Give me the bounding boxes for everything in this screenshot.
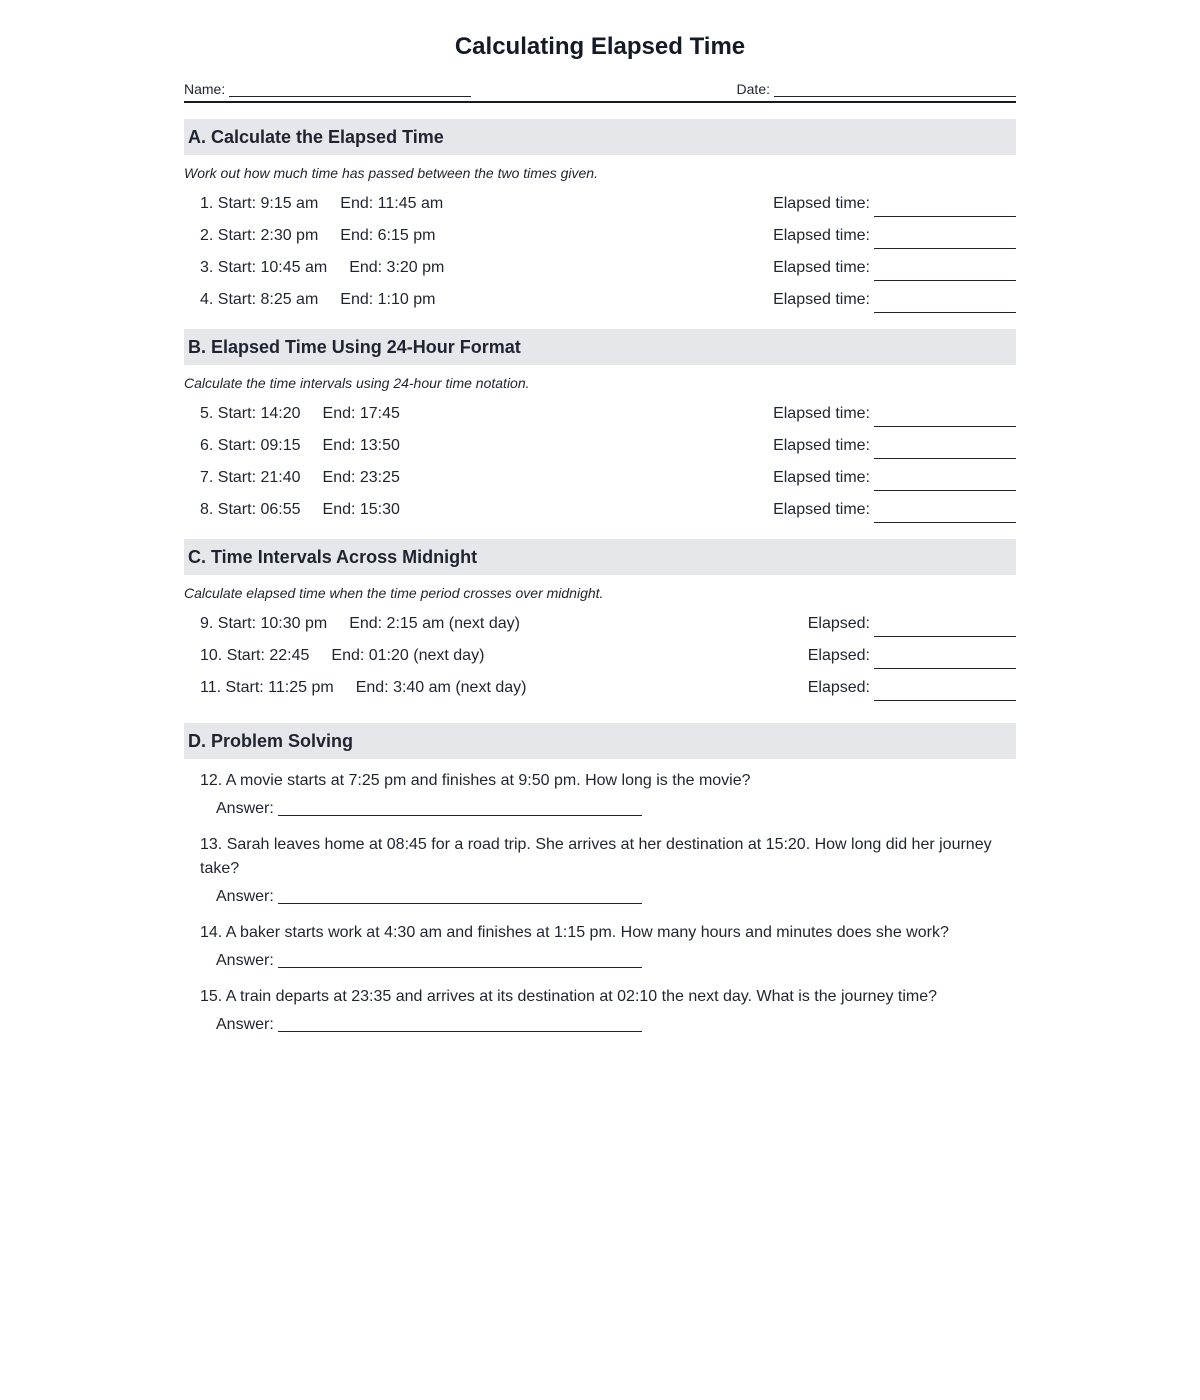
section-instruction: Work out how much time has passed between the two times given. xyxy=(184,165,598,181)
problem-text: 13. Sarah leaves home at 08:45 for a road trip. She arrives at her destination at 15:20. How long did her journey take? xyxy=(200,836,992,877)
section-d xyxy=(184,723,1016,1037)
answer-blank[interactable] xyxy=(874,620,1016,637)
question-row xyxy=(184,217,1016,249)
section-instruction: Calculate the time intervals using 24-hour time notation. xyxy=(184,375,530,391)
answer-label: Answer: xyxy=(216,952,274,969)
worksheet-page xyxy=(184,0,1016,1037)
problem-text: 14. A baker starts work at 4:30 am and finishes at 1:15 pm. How many hours and minutes does she work? xyxy=(200,924,949,941)
answer-label: Elapsed: xyxy=(807,679,870,696)
answer-blank[interactable] xyxy=(278,799,642,816)
question-start: 10. Start: 22:45 xyxy=(200,647,310,664)
question-end: End: 2:15 am (next day) xyxy=(349,615,520,632)
answer-blank[interactable] xyxy=(874,442,1016,459)
answer-label: Elapsed time: xyxy=(773,227,870,244)
question-start: 4. Start: 8:25 am xyxy=(200,291,319,308)
answer-blank[interactable] xyxy=(874,652,1016,669)
header-divider xyxy=(184,101,1016,103)
answer-blank[interactable] xyxy=(874,296,1016,313)
question-end: End: 11:45 am xyxy=(340,195,444,212)
question-row xyxy=(184,491,1016,523)
question-end: End: 3:20 pm xyxy=(349,259,445,276)
question-end: End: 23:25 xyxy=(322,469,400,486)
word-problem xyxy=(184,769,1016,821)
question-row xyxy=(184,605,1016,637)
answer-blank[interactable] xyxy=(278,951,642,968)
answer-blank[interactable] xyxy=(874,410,1016,427)
answer-blank[interactable] xyxy=(874,264,1016,281)
name-field xyxy=(184,81,471,97)
answer-label: Elapsed time: xyxy=(773,195,870,212)
word-problem xyxy=(184,833,1016,909)
answer-label: Elapsed time: xyxy=(773,291,870,308)
question-start: 3. Start: 10:45 am xyxy=(200,259,328,276)
question-end: End: 3:40 am (next day) xyxy=(355,679,527,696)
answer-blank[interactable] xyxy=(874,232,1016,249)
section-b xyxy=(184,329,1016,523)
section-instruction: Calculate elapsed time when the time period crosses over midnight. xyxy=(184,585,604,601)
date-blank[interactable] xyxy=(774,82,1016,97)
problem-text: 15. A train departs at 23:35 and arrives at its destination at 02:10 the next day. What is the journey time? xyxy=(200,988,938,1005)
word-problem xyxy=(184,985,1016,1037)
answer-label: Elapsed time: xyxy=(773,437,870,454)
question-row xyxy=(184,281,1016,313)
question-start: 7. Start: 21:40 xyxy=(200,469,301,486)
question-start: 1. Start: 9:15 am xyxy=(200,195,319,212)
date-label: Date: xyxy=(736,81,770,97)
question-start: 8. Start: 06:55 xyxy=(200,501,301,518)
section-c xyxy=(184,539,1016,701)
section-heading: A. Calculate the Elapsed Time xyxy=(184,119,1016,155)
question-row xyxy=(184,637,1016,669)
answer-label: Elapsed time: xyxy=(773,259,870,276)
section-heading: B. Elapsed Time Using 24-Hour Format xyxy=(184,329,1016,365)
question-end: End: 1:10 pm xyxy=(340,291,436,308)
question-start: 11. Start: 11:25 pm xyxy=(200,679,334,696)
answer-label: Answer: xyxy=(216,888,274,905)
answer-blank[interactable] xyxy=(874,474,1016,491)
question-end: End: 15:30 xyxy=(322,501,400,518)
page-title: Calculating Elapsed Time xyxy=(454,33,746,60)
question-row xyxy=(184,185,1016,217)
question-start: 6. Start: 09:15 xyxy=(200,437,301,454)
question-start: 5. Start: 14:20 xyxy=(200,405,301,422)
answer-label: Elapsed: xyxy=(807,647,870,664)
question-row xyxy=(184,427,1016,459)
question-row xyxy=(184,249,1016,281)
answer-label: Answer: xyxy=(216,800,274,817)
question-end: End: 01:20 (next day) xyxy=(331,647,485,664)
question-row xyxy=(184,395,1016,427)
section-heading: C. Time Intervals Across Midnight xyxy=(184,539,1016,575)
answer-label: Elapsed time: xyxy=(773,469,870,486)
name-blank[interactable] xyxy=(229,82,471,97)
answer-label: Elapsed time: xyxy=(773,405,870,422)
question-start: 9. Start: 10:30 pm xyxy=(200,615,328,632)
answer-blank[interactable] xyxy=(278,887,642,904)
answer-label: Elapsed: xyxy=(807,615,870,632)
answer-blank[interactable] xyxy=(874,200,1016,217)
header-row xyxy=(184,77,1016,97)
date-field xyxy=(737,81,1016,97)
problem-text: 12. A movie starts at 7:25 pm and finishes at 9:50 pm. How long is the movie? xyxy=(200,772,751,789)
name-label: Name: xyxy=(184,81,226,97)
answer-label: Answer: xyxy=(216,1016,274,1033)
answer-blank[interactable] xyxy=(874,506,1016,523)
answer-blank[interactable] xyxy=(874,684,1016,701)
question-row xyxy=(184,669,1016,701)
question-end: End: 17:45 xyxy=(322,405,400,422)
answer-label: Elapsed time: xyxy=(773,501,870,518)
answer-blank[interactable] xyxy=(278,1015,642,1032)
question-start: 2. Start: 2:30 pm xyxy=(200,227,319,244)
section-heading: D. Problem Solving xyxy=(184,723,1016,759)
section-a xyxy=(184,119,1016,313)
question-row xyxy=(184,459,1016,491)
question-end: End: 13:50 xyxy=(322,437,400,454)
question-end: End: 6:15 pm xyxy=(340,227,436,244)
word-problem xyxy=(184,921,1016,973)
